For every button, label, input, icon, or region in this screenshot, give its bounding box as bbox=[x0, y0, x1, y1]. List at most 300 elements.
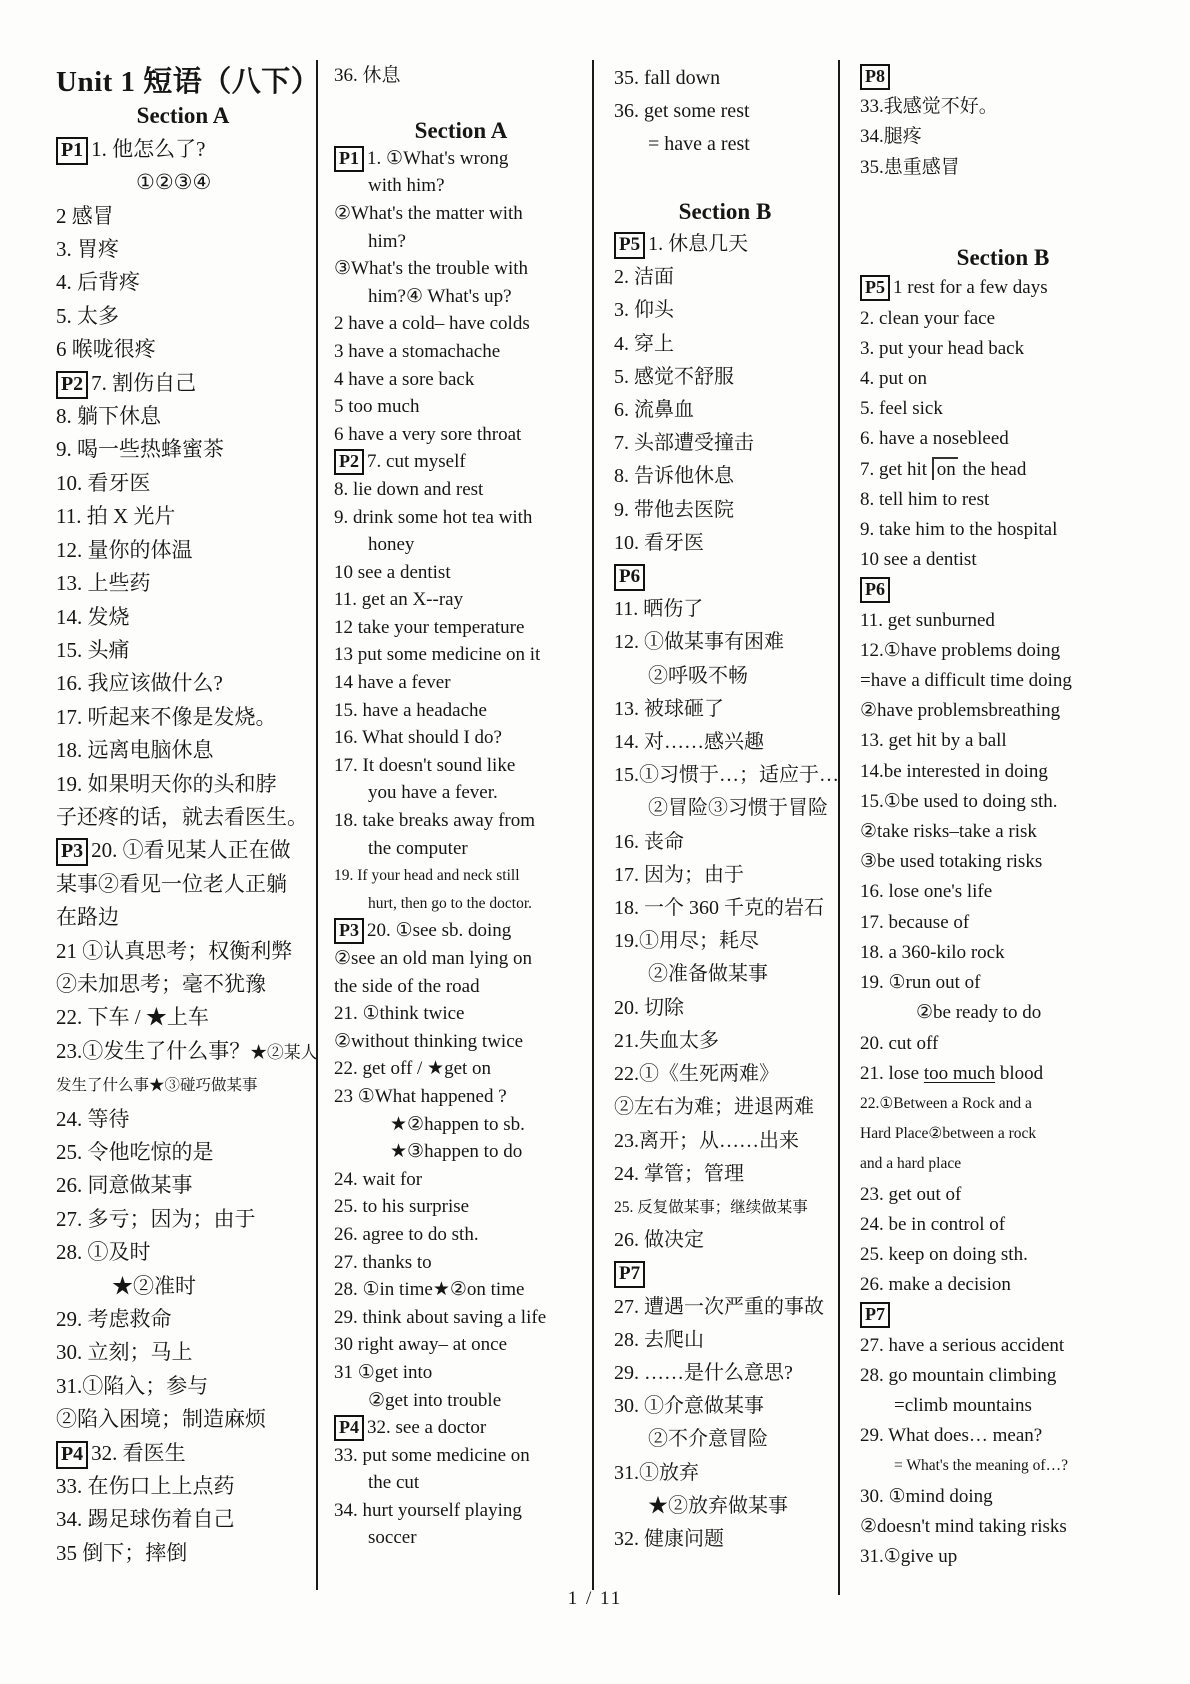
text: 29. 考虑救命 bbox=[56, 1307, 172, 1332]
text: 3. 胃疼 bbox=[56, 237, 119, 262]
text: 32. 健康问题 bbox=[614, 1527, 724, 1550]
text-line bbox=[56, 1203, 310, 1236]
text-line bbox=[614, 826, 836, 859]
text-line bbox=[334, 1111, 588, 1139]
text-line bbox=[860, 1180, 1146, 1210]
text: ★②放弃做某事 bbox=[648, 1494, 788, 1517]
text-line bbox=[56, 200, 310, 233]
text-segment: too much bbox=[923, 1062, 996, 1084]
text: 6. have a nosebleed bbox=[860, 428, 1009, 450]
text-line bbox=[860, 908, 1146, 938]
text-line bbox=[334, 283, 588, 311]
text: the cut bbox=[368, 1472, 420, 1494]
text-line bbox=[860, 1421, 1146, 1451]
text-line bbox=[334, 421, 588, 449]
text: 32. 看医生 bbox=[91, 1440, 186, 1465]
page-label: P2 bbox=[56, 371, 88, 399]
text-line bbox=[334, 366, 588, 394]
text-segment: 23.①发生了什么事？ bbox=[56, 1038, 251, 1063]
text: 24. be in control of bbox=[860, 1213, 1006, 1235]
text-line bbox=[56, 266, 310, 299]
text-line bbox=[334, 145, 588, 173]
text: 21. ①think twice bbox=[334, 1003, 465, 1025]
text-line bbox=[56, 901, 310, 934]
text: 32. see a doctor bbox=[367, 1417, 487, 1439]
text: 15.①be used to doing sth. bbox=[860, 790, 1058, 812]
text-line bbox=[614, 427, 836, 460]
text: =have a difficult time doing bbox=[860, 670, 1072, 692]
text-line bbox=[860, 394, 1146, 424]
text-line bbox=[334, 835, 588, 863]
text: 20. ①看见某人正在做 bbox=[91, 838, 291, 863]
page-label: P1 bbox=[334, 146, 364, 172]
text-line bbox=[614, 759, 839, 792]
text-line bbox=[614, 1357, 836, 1390]
text-line bbox=[860, 968, 1146, 998]
text-segment: 7. get hit bbox=[860, 458, 932, 480]
text: 13. 被球砸了 bbox=[614, 697, 724, 720]
text: 4. 后背疼 bbox=[56, 270, 140, 295]
text: 22. 下车 / ★上车 bbox=[56, 1005, 209, 1030]
section-header bbox=[614, 195, 836, 228]
text: 33. 在伤口上上点药 bbox=[56, 1474, 235, 1499]
text: 12 take your temperature bbox=[334, 616, 525, 638]
text-line bbox=[56, 834, 310, 867]
text-line bbox=[614, 95, 836, 128]
text: 35 倒下；摔倒 bbox=[56, 1540, 188, 1565]
text-line bbox=[860, 545, 1146, 575]
text: 22. get off / ★get on bbox=[334, 1058, 492, 1080]
text: 8. 告诉他休息 bbox=[614, 465, 734, 488]
text: 27. 多亏；因为；由于 bbox=[56, 1206, 256, 1231]
text: =climb mountains bbox=[894, 1394, 1032, 1416]
text-line bbox=[334, 1497, 588, 1525]
text-line bbox=[334, 1387, 588, 1415]
text-line bbox=[334, 1166, 588, 1194]
text-line bbox=[614, 1025, 836, 1058]
text-line bbox=[614, 1390, 836, 1423]
text-line bbox=[860, 696, 1146, 726]
text: 16. 丧命 bbox=[614, 830, 684, 853]
text: 16. 我应该做什么? bbox=[56, 671, 223, 696]
text-line bbox=[56, 1236, 310, 1269]
text-line bbox=[614, 1423, 836, 1456]
text: 14 have a fever bbox=[334, 672, 451, 694]
text: 3. 仰头 bbox=[614, 299, 674, 322]
text-line bbox=[860, 213, 1146, 243]
text-line bbox=[614, 1523, 836, 1556]
text: 18. 一个 360 千克的岩石 bbox=[614, 897, 824, 920]
text: 3. put your head back bbox=[860, 337, 1025, 359]
text: ③What's the trouble with bbox=[334, 258, 529, 280]
text: 35.患重感冒 bbox=[860, 156, 960, 178]
text-line bbox=[56, 667, 310, 700]
text: ②呼吸不畅 bbox=[648, 664, 748, 687]
text: 11. get sunburned bbox=[860, 609, 995, 631]
text: 6 喉咙很疼 bbox=[56, 337, 156, 362]
text: 26. make a decision bbox=[860, 1274, 1011, 1296]
text: 30. ①mind doing bbox=[860, 1485, 993, 1507]
text: 24. wait for bbox=[334, 1168, 423, 1190]
text: 2. 洁面 bbox=[614, 266, 674, 289]
text: 33. put some medicine on bbox=[334, 1444, 530, 1466]
text: hurt, then go to the doctor. bbox=[368, 894, 533, 912]
text: 28. go mountain climbing bbox=[860, 1364, 1057, 1386]
text: 8. tell him to rest bbox=[860, 488, 990, 510]
text-line bbox=[334, 669, 588, 697]
text-line bbox=[334, 255, 588, 283]
text: 5 too much bbox=[334, 396, 420, 418]
text-line bbox=[334, 90, 588, 118]
text: Section B bbox=[678, 198, 772, 224]
text-line bbox=[860, 1391, 1146, 1421]
text: 29. think about saving a life bbox=[334, 1306, 547, 1328]
text-line bbox=[334, 779, 588, 807]
text-line bbox=[614, 1158, 836, 1191]
text-line bbox=[334, 1331, 588, 1359]
text: 35. fall down bbox=[614, 67, 721, 89]
text-line bbox=[56, 701, 310, 734]
text-line bbox=[614, 1058, 836, 1091]
text: Section A bbox=[414, 118, 508, 144]
text-line bbox=[860, 424, 1146, 454]
text: ②have problemsbreathing bbox=[860, 700, 1061, 722]
text-line bbox=[56, 1503, 310, 1536]
text-line bbox=[860, 575, 1146, 605]
text-line bbox=[334, 476, 588, 504]
text-line bbox=[56, 367, 310, 400]
text-line bbox=[56, 1403, 310, 1436]
text-line bbox=[860, 273, 1146, 303]
text-line bbox=[56, 567, 310, 600]
text: 27. 遭遇一次严重的事故 bbox=[614, 1295, 824, 1318]
text-line bbox=[56, 1035, 318, 1069]
text: 10 see a dentist bbox=[860, 549, 977, 571]
text: 17. It doesn't sound like bbox=[334, 754, 516, 776]
text: Hard Place②between a rock bbox=[860, 1125, 1037, 1143]
text: 26. 做决定 bbox=[614, 1229, 704, 1252]
text-line bbox=[614, 859, 836, 892]
text: 34. 踢足球伤着自己 bbox=[56, 1507, 235, 1532]
text: 27. thanks to bbox=[334, 1251, 432, 1273]
text: 某事②看见一位老人正躺 bbox=[56, 871, 287, 896]
text-line bbox=[860, 666, 1146, 696]
text-line bbox=[334, 172, 588, 200]
text-line bbox=[334, 62, 588, 90]
text-line bbox=[614, 62, 836, 95]
text: 3 have a stomachache bbox=[334, 340, 501, 362]
text-line bbox=[334, 1304, 588, 1332]
text-line bbox=[56, 333, 310, 366]
text-line bbox=[860, 364, 1146, 394]
text: 1. 他怎么了? bbox=[91, 136, 206, 161]
text-line bbox=[56, 433, 310, 466]
text-line bbox=[860, 1270, 1146, 1300]
text: 26. agree to do sth. bbox=[334, 1223, 479, 1245]
text: 子还疼的话，就去看医生。 bbox=[56, 804, 308, 829]
text-line bbox=[860, 183, 1146, 213]
text: 4 have a sore back bbox=[334, 368, 475, 390]
text-line bbox=[860, 1300, 1146, 1330]
text-line bbox=[614, 1191, 836, 1224]
text: ②be ready to do bbox=[916, 1002, 1042, 1024]
text-segment: ★②某人 bbox=[250, 1042, 318, 1062]
text-line bbox=[860, 92, 1146, 122]
page-label: P6 bbox=[860, 577, 890, 603]
text-line bbox=[860, 787, 1146, 817]
text-line bbox=[334, 1469, 588, 1497]
text-line bbox=[56, 1303, 310, 1336]
text-line bbox=[860, 334, 1146, 364]
text-line bbox=[614, 925, 836, 958]
text: ②take risks–take a risk bbox=[860, 821, 1037, 843]
text: 30. 立刻；马上 bbox=[56, 1340, 193, 1365]
text-line bbox=[334, 1083, 588, 1111]
page-label: P7 bbox=[614, 1261, 645, 1288]
text-line bbox=[56, 500, 310, 533]
text-line bbox=[860, 938, 1146, 968]
text: 在路边 bbox=[56, 905, 119, 930]
text-line bbox=[334, 917, 588, 945]
text-line bbox=[334, 724, 588, 752]
page-label: P8 bbox=[860, 64, 890, 90]
text: 9. 带他去医院 bbox=[614, 498, 734, 521]
text: 19. 如果明天你的头和脖 bbox=[56, 771, 277, 796]
text-line bbox=[334, 973, 588, 1001]
text-line bbox=[614, 958, 836, 991]
page-label: P5 bbox=[860, 275, 890, 301]
text: him?④ What's up? bbox=[368, 285, 512, 307]
text-line bbox=[860, 1512, 1146, 1542]
text-line bbox=[860, 726, 1146, 756]
text: 17. 因为；由于 bbox=[614, 863, 744, 886]
text-segment: blood bbox=[995, 1062, 1044, 1084]
text: with him? bbox=[368, 175, 445, 197]
text-line bbox=[56, 166, 310, 199]
text-line bbox=[860, 515, 1146, 545]
text: 15. 头痛 bbox=[56, 637, 130, 662]
text-line bbox=[334, 1221, 588, 1249]
text: 12. 量你的体温 bbox=[56, 537, 193, 562]
text: 9. drink some hot tea with bbox=[334, 506, 533, 528]
column-2 bbox=[318, 60, 594, 1590]
page-label: P4 bbox=[56, 1441, 88, 1469]
text: 6. 流鼻血 bbox=[614, 399, 694, 422]
text: 34. hurt yourself playing bbox=[334, 1499, 522, 1521]
text: = have a rest bbox=[648, 133, 750, 156]
text-line bbox=[614, 1257, 836, 1290]
text-line bbox=[334, 586, 588, 614]
text: 16. lose one's life bbox=[860, 881, 993, 903]
text: 1. 休息几天 bbox=[648, 233, 749, 256]
text: 7. cut myself bbox=[367, 451, 466, 473]
text: ②doesn't mind taking risks bbox=[860, 1515, 1067, 1537]
text: ①②③④ bbox=[136, 170, 212, 195]
text: 13 put some medicine on it bbox=[334, 644, 541, 666]
text: 6 have a very sore throat bbox=[334, 423, 522, 445]
text-line bbox=[614, 1457, 836, 1490]
text-line bbox=[334, 1028, 588, 1056]
text-line bbox=[860, 1029, 1146, 1059]
text: 23 ①What happened ? bbox=[334, 1085, 507, 1107]
text-line bbox=[56, 1537, 310, 1570]
text: 2 感冒 bbox=[56, 203, 114, 228]
text-line bbox=[56, 1103, 310, 1136]
text-line bbox=[860, 1451, 1146, 1481]
text: 12.①have problems doing bbox=[860, 639, 1061, 661]
page-label: P1 bbox=[56, 137, 88, 165]
text: ②陷入困境；制造麻烦 bbox=[56, 1407, 266, 1432]
text-line bbox=[334, 504, 588, 532]
text: 8. 躺下休息 bbox=[56, 404, 161, 429]
text: 25. keep on doing sth. bbox=[860, 1243, 1028, 1265]
text-line bbox=[614, 1324, 836, 1357]
text: ②未加思考；毫不犹豫 bbox=[56, 971, 266, 996]
text: 28. ①in time★②on time bbox=[334, 1279, 525, 1301]
text-line bbox=[860, 122, 1146, 152]
text: 31.①放弃 bbox=[614, 1461, 699, 1484]
text: 16. What should I do? bbox=[334, 727, 502, 749]
text: Section B bbox=[956, 245, 1050, 271]
text-line bbox=[334, 807, 588, 835]
page-label: P3 bbox=[334, 918, 364, 944]
text-line bbox=[334, 559, 588, 587]
text: 19.①用尽；耗尽 bbox=[614, 930, 759, 953]
page-label: P4 bbox=[334, 1415, 364, 1441]
text-line bbox=[614, 361, 836, 394]
text: 23. get out of bbox=[860, 1183, 962, 1205]
text: soccer bbox=[368, 1527, 417, 1549]
text-line bbox=[56, 1470, 310, 1503]
text-line bbox=[614, 1091, 836, 1124]
text-line bbox=[860, 1059, 1146, 1089]
text-line bbox=[860, 606, 1146, 636]
text: 19. If your head and neck still bbox=[334, 867, 520, 885]
text-line bbox=[860, 1482, 1146, 1512]
text: 18. 远离电脑休息 bbox=[56, 738, 214, 763]
section-header bbox=[56, 99, 310, 132]
text-line bbox=[334, 1442, 588, 1470]
text-line bbox=[56, 400, 310, 433]
text-line bbox=[56, 300, 310, 333]
text-line bbox=[614, 726, 836, 759]
text: ★③happen to do bbox=[390, 1141, 523, 1163]
text: 14. 发烧 bbox=[56, 604, 130, 629]
text: 20. 切除 bbox=[614, 996, 684, 1019]
text: ②不介意冒险 bbox=[648, 1428, 768, 1451]
text-line bbox=[56, 534, 310, 567]
text-line bbox=[334, 1359, 588, 1387]
text: ②What's the matter with bbox=[334, 202, 523, 224]
text: 1. ①What's wrong bbox=[367, 147, 509, 169]
page-label: P7 bbox=[860, 1302, 890, 1328]
text: 31.①give up bbox=[860, 1545, 958, 1567]
text-line bbox=[334, 338, 588, 366]
text-line bbox=[56, 1370, 310, 1403]
text: ②get into trouble bbox=[368, 1389, 502, 1411]
text: ②准备做某事 bbox=[648, 963, 768, 986]
text: ②冒险③习惯于冒险 bbox=[648, 797, 828, 820]
text-line bbox=[56, 734, 310, 767]
text-line bbox=[614, 593, 836, 626]
text-line bbox=[614, 626, 836, 659]
text-line bbox=[860, 877, 1146, 907]
text: 21.失血太多 bbox=[614, 1029, 719, 1052]
text-line bbox=[614, 460, 836, 493]
text-line bbox=[860, 1361, 1146, 1391]
text-line bbox=[614, 228, 836, 261]
text: 9. take him to the hospital bbox=[860, 519, 1058, 541]
text: 2 have a cold– have colds bbox=[334, 313, 530, 335]
text: ②see an old man lying on bbox=[334, 948, 533, 969]
text-line bbox=[860, 1149, 1146, 1179]
text: ★②happen to sb. bbox=[390, 1113, 525, 1135]
text-line bbox=[334, 310, 588, 338]
text: 25. 令他吃惊的是 bbox=[56, 1140, 214, 1164]
text: 9. 喝一些热蜂蜜茶 bbox=[56, 437, 224, 462]
text-line bbox=[334, 393, 588, 421]
columns-container bbox=[42, 60, 1148, 1595]
text: 7. 头部遭受撞击 bbox=[614, 432, 754, 455]
text: 30 right away– at once bbox=[334, 1334, 508, 1356]
text-line bbox=[614, 560, 836, 593]
text-segment: on bbox=[932, 457, 958, 480]
text-line bbox=[56, 233, 310, 266]
text-line bbox=[860, 1542, 1146, 1572]
text-line bbox=[334, 890, 588, 918]
text: 14. 对……感兴趣 bbox=[614, 731, 764, 754]
page-label: P3 bbox=[56, 838, 88, 866]
text: and a hard place bbox=[860, 1155, 962, 1173]
text-line bbox=[334, 697, 588, 725]
text: 27. have a serious accident bbox=[860, 1334, 1065, 1356]
text-line bbox=[334, 1138, 588, 1166]
text-line bbox=[860, 1331, 1146, 1361]
text: 29. ……是什么意思? bbox=[614, 1361, 793, 1384]
text: the computer bbox=[368, 837, 468, 859]
text-line bbox=[860, 1240, 1146, 1270]
text: ②左右为难；进退两难 bbox=[614, 1096, 814, 1119]
text-line bbox=[614, 660, 836, 693]
text-line bbox=[614, 328, 836, 361]
section-header bbox=[334, 117, 588, 145]
text: 36. 休息 bbox=[334, 65, 401, 86]
text: 8. lie down and rest bbox=[334, 478, 484, 500]
unit-title bbox=[56, 66, 321, 99]
text: 12. ①做某事有困难 bbox=[614, 631, 784, 654]
text: 13. 上些药 bbox=[56, 571, 151, 596]
text-line bbox=[334, 200, 588, 228]
text: 17. because of bbox=[860, 911, 970, 933]
text: 15. have a headache bbox=[334, 699, 487, 721]
text: 13. get hit by a ball bbox=[860, 730, 1007, 752]
text: 26. 同意做某事 bbox=[56, 1173, 193, 1198]
text: 25. to his surprise bbox=[334, 1196, 470, 1218]
text: 31.①陷入；参与 bbox=[56, 1373, 209, 1398]
page-label: P2 bbox=[334, 449, 364, 475]
text: 2. clean your face bbox=[860, 307, 996, 329]
text: Section A bbox=[136, 103, 230, 129]
text: 33.我感觉不好。 bbox=[860, 96, 998, 118]
text-line bbox=[614, 892, 836, 925]
text: 20. cut off bbox=[860, 1032, 939, 1054]
text-line bbox=[334, 945, 588, 973]
text-line bbox=[334, 1276, 588, 1304]
text-line bbox=[614, 294, 836, 327]
text-line bbox=[334, 641, 588, 669]
text-line bbox=[56, 1169, 310, 1202]
text: 11. get an X--ray bbox=[334, 589, 464, 611]
